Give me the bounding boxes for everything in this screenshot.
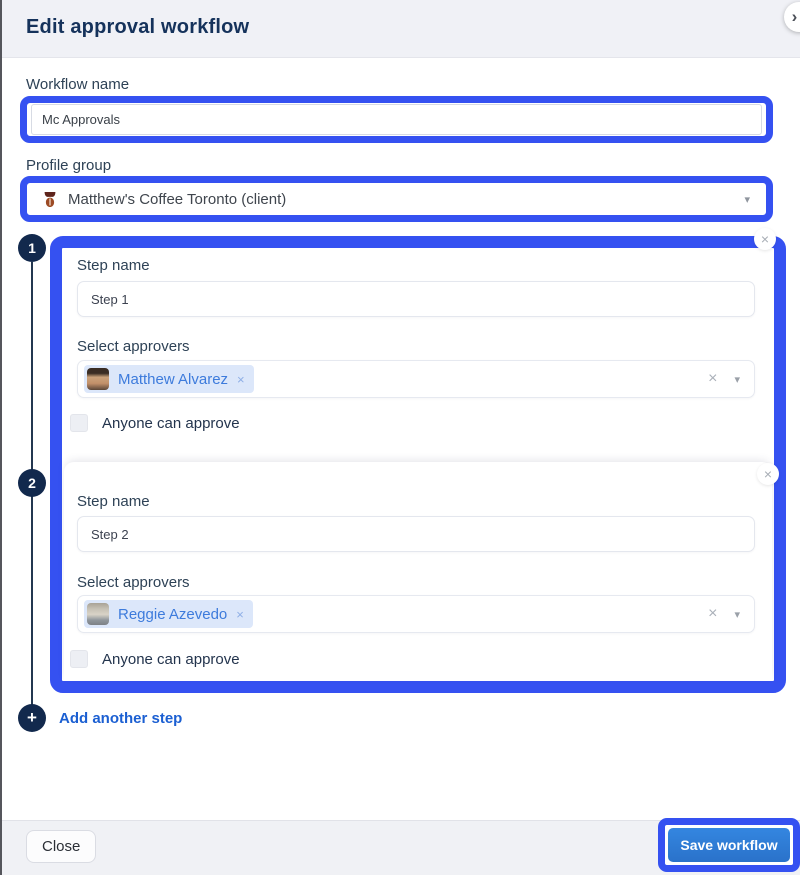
- step-2-card: [64, 462, 772, 681]
- chevron-down-icon[interactable]: ▾: [744, 193, 750, 206]
- anyone-can-approve-row: [70, 414, 240, 432]
- step-1-badge: 1: [18, 234, 46, 262]
- close-icon: ×: [760, 231, 770, 247]
- profile-group-highlight: [20, 176, 773, 222]
- approver-avatar: [87, 603, 109, 625]
- remove-step-1-button[interactable]: [754, 228, 776, 250]
- profile-group-select[interactable]: [31, 183, 762, 215]
- select-controls: [708, 370, 740, 388]
- select-approvers-label: Select approvers: [77, 338, 190, 355]
- remove-approver-icon[interactable]: ×: [236, 606, 244, 622]
- save-workflow-highlight: [658, 818, 800, 872]
- anyone-can-approve-label: Anyone can approve: [102, 650, 240, 668]
- save-workflow-button[interactable]: Save workflow: [668, 828, 790, 862]
- select-approvers-label: Select approvers: [77, 574, 190, 591]
- add-step-plus-icon[interactable]: +: [18, 704, 46, 732]
- approver-name: Reggie Azevedo: [118, 605, 228, 623]
- step-1-name-input[interactable]: [77, 281, 755, 317]
- chevron-down-icon[interactable]: ▾: [734, 608, 740, 621]
- remove-step-2-button[interactable]: [757, 463, 779, 485]
- workflow-name-label: Workflow name: [26, 76, 130, 93]
- approver-avatar: [87, 368, 109, 390]
- modal-header: [2, 0, 800, 58]
- approver-name: Matthew Alvarez: [118, 370, 229, 388]
- step-name-label: Step name: [77, 493, 150, 510]
- workflow-name-input[interactable]: [31, 104, 762, 135]
- select-controls: [708, 605, 740, 623]
- step-2-name-input[interactable]: [77, 516, 755, 552]
- chevron-down-icon[interactable]: ▾: [734, 373, 740, 386]
- profile-group-value: Matthew's Coffee Toronto (client): [68, 190, 287, 208]
- approver-chip: [84, 365, 254, 393]
- step-2-approvers-select[interactable]: [77, 595, 755, 633]
- anyone-can-approve-label: Anyone can approve: [102, 414, 240, 432]
- page-title: Edit approval workflow: [26, 16, 250, 38]
- anyone-can-approve-checkbox[interactable]: [70, 414, 88, 432]
- close-icon: ×: [763, 466, 773, 482]
- chevron-right-icon: ›: [791, 7, 798, 26]
- step-1-approvers-select[interactable]: [77, 360, 755, 398]
- anyone-can-approve-checkbox[interactable]: [70, 650, 88, 668]
- clear-select-icon[interactable]: ×: [708, 605, 718, 622]
- add-another-step-button[interactable]: Add another step: [59, 710, 183, 727]
- clear-select-icon[interactable]: ×: [708, 370, 718, 387]
- steps-container-highlight: [50, 236, 786, 693]
- anyone-can-approve-row: [70, 650, 240, 668]
- workflow-name-highlight: [20, 96, 773, 143]
- steps-container: [62, 248, 774, 681]
- approver-chip: [84, 600, 253, 628]
- close-button[interactable]: Close: [26, 830, 96, 863]
- remove-approver-icon[interactable]: ×: [237, 371, 245, 387]
- step-2-badge: 2: [18, 469, 46, 497]
- step-name-label: Step name: [77, 257, 150, 274]
- coffee-logo-icon: [43, 191, 57, 208]
- profile-group-label: Profile group: [26, 157, 112, 174]
